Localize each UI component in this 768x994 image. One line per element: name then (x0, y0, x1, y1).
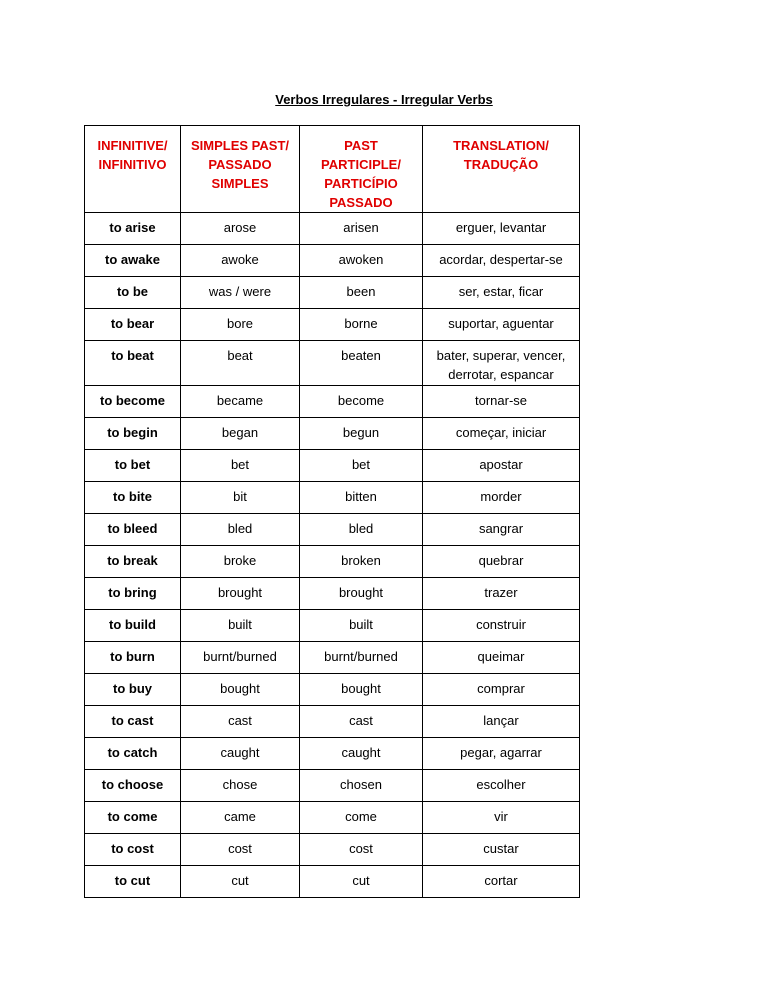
translation-cell (423, 341, 580, 386)
header-line: PAST (344, 138, 378, 153)
header-line: INFINITIVE/ (97, 138, 168, 153)
past-participle-cell: brought (300, 578, 423, 610)
simple-past-cell: bit (181, 482, 300, 514)
translation-cell (423, 546, 580, 578)
translation-cell (423, 866, 580, 898)
translation-cell (423, 770, 580, 802)
header-line: PARTICIPLE/ (321, 157, 401, 172)
simple-past-cell: built (181, 610, 300, 642)
past-participle-cell: awoken (300, 245, 423, 277)
translation-line: pegar, agarrar (460, 745, 542, 760)
table-row (85, 386, 580, 418)
simple-past-cell: cut (181, 866, 300, 898)
translation-cell (423, 674, 580, 706)
past-participle-cell: borne (300, 309, 423, 341)
simple-past-cell: was / were (181, 277, 300, 309)
infinitive-cell: to burn (85, 642, 181, 674)
simple-past-cell: cost (181, 834, 300, 866)
table-row (85, 866, 580, 898)
translation-line: derrotar, espancar (448, 367, 554, 382)
translation-line: tornar-se (474, 393, 528, 408)
table-row (85, 770, 580, 802)
infinitive-cell: to cast (85, 706, 181, 738)
header-line: PARTICÍPIO (324, 176, 398, 191)
translation-line: vir (494, 809, 508, 824)
header-line: PASSADO (329, 195, 393, 210)
past-participle-cell: cost (300, 834, 423, 866)
simple-past-cell: caught (181, 738, 300, 770)
infinitive-cell: to bite (85, 482, 181, 514)
simple-past-cell: awoke (181, 245, 300, 277)
translation-cell (423, 309, 580, 341)
simple-past-cell: bore (181, 309, 300, 341)
translation-line: suportar, aguentar (448, 316, 554, 331)
infinitive-cell: to bring (85, 578, 181, 610)
simple-past-cell: brought (181, 578, 300, 610)
past-participle-cell: arisen (300, 213, 423, 245)
past-participle-cell: built (300, 610, 423, 642)
table-row (85, 642, 580, 674)
translation-line: cortar (484, 873, 518, 888)
simple-past-cell: bet (181, 450, 300, 482)
header-translation (423, 126, 580, 213)
table-row (85, 341, 580, 386)
translation-line: construir (476, 617, 526, 632)
translation-cell (423, 386, 580, 418)
simple-past-cell: cast (181, 706, 300, 738)
translation-cell (423, 834, 580, 866)
simple-past-cell: came (181, 802, 300, 834)
translation-line: comprar (477, 681, 525, 696)
past-participle-cell: beaten (300, 341, 423, 386)
translation-line: ser, estar, ficar (458, 284, 544, 299)
translation-line: quebrar (478, 553, 524, 568)
past-participle-cell: chosen (300, 770, 423, 802)
table-row (85, 213, 580, 245)
table-row (85, 309, 580, 341)
table-row (85, 738, 580, 770)
table-row (85, 578, 580, 610)
infinitive-cell: to become (85, 386, 181, 418)
translation-cell (423, 610, 580, 642)
header-infinitive (85, 126, 181, 213)
translation-line: lançar (483, 713, 519, 728)
simple-past-cell: broke (181, 546, 300, 578)
header-line: TRADUÇÃO (463, 157, 539, 172)
translation-line: morder (480, 489, 522, 504)
table-header-row (85, 126, 580, 213)
translation-cell (423, 450, 580, 482)
past-participle-cell: broken (300, 546, 423, 578)
infinitive-cell: to beat (85, 341, 181, 386)
infinitive-cell: to catch (85, 738, 181, 770)
table-row (85, 546, 580, 578)
infinitive-cell: to begin (85, 418, 181, 450)
simple-past-cell: began (181, 418, 300, 450)
past-participle-cell: bet (300, 450, 423, 482)
translation-cell (423, 418, 580, 450)
translation-cell (423, 514, 580, 546)
translation-line: custar (483, 841, 519, 856)
table-row (85, 245, 580, 277)
translation-cell (423, 578, 580, 610)
table-row (85, 706, 580, 738)
page-title: Verbos Irregulares - Irregular Verbs (275, 92, 493, 107)
infinitive-cell: to buy (85, 674, 181, 706)
translation-line: trazer (484, 585, 518, 600)
simple-past-cell: arose (181, 213, 300, 245)
past-participle-cell: begun (300, 418, 423, 450)
translation-cell (423, 213, 580, 245)
irregular-verbs-table (84, 125, 580, 898)
past-participle-cell: bled (300, 514, 423, 546)
simple-past-cell: beat (181, 341, 300, 386)
translation-line: bater, superar, vencer, (436, 348, 566, 363)
simple-past-cell: bought (181, 674, 300, 706)
translation-line: apostar (479, 457, 523, 472)
header-line: SIMPLES (211, 176, 269, 191)
table-row (85, 418, 580, 450)
translation-cell (423, 706, 580, 738)
header-line: PASSADO (208, 157, 272, 172)
past-participle-cell: cut (300, 866, 423, 898)
translation-line: sangrar (478, 521, 524, 536)
infinitive-cell: to come (85, 802, 181, 834)
translation-line: erguer, levantar (455, 220, 547, 235)
past-participle-cell: bought (300, 674, 423, 706)
infinitive-cell: to choose (85, 770, 181, 802)
past-participle-cell: caught (300, 738, 423, 770)
infinitive-cell: to bet (85, 450, 181, 482)
simple-past-cell: burnt/burned (181, 642, 300, 674)
header-line: SIMPLES PAST/ (191, 138, 289, 153)
infinitive-cell: to awake (85, 245, 181, 277)
infinitive-cell: to bear (85, 309, 181, 341)
simple-past-cell: bled (181, 514, 300, 546)
table-row (85, 834, 580, 866)
translation-line: escolher (476, 777, 526, 792)
simple-past-cell: chose (181, 770, 300, 802)
translation-cell (423, 245, 580, 277)
translation-cell (423, 802, 580, 834)
table-row (85, 674, 580, 706)
table-row (85, 450, 580, 482)
table-row (85, 482, 580, 514)
past-participle-cell: cast (300, 706, 423, 738)
infinitive-cell: to break (85, 546, 181, 578)
translation-line: começar, iniciar (455, 425, 547, 440)
table-row (85, 514, 580, 546)
past-participle-cell: bitten (300, 482, 423, 514)
past-participle-cell: come (300, 802, 423, 834)
header-simple-past (181, 126, 300, 213)
table-row (85, 277, 580, 309)
translation-cell (423, 277, 580, 309)
infinitive-cell: to cut (85, 866, 181, 898)
header-past-participle (300, 126, 423, 213)
past-participle-cell: burnt/burned (300, 642, 423, 674)
translation-cell (423, 642, 580, 674)
translation-cell (423, 482, 580, 514)
infinitive-cell: to be (85, 277, 181, 309)
translation-cell (423, 738, 580, 770)
infinitive-cell: to bleed (85, 514, 181, 546)
translation-line: acordar, despertar-se (439, 252, 563, 267)
table-row (85, 610, 580, 642)
infinitive-cell: to arise (85, 213, 181, 245)
table-row (85, 802, 580, 834)
verb-rows (85, 213, 580, 898)
translation-line: queimar (477, 649, 525, 664)
past-participle-cell: become (300, 386, 423, 418)
simple-past-cell: became (181, 386, 300, 418)
past-participle-cell: been (300, 277, 423, 309)
infinitive-cell: to build (85, 610, 181, 642)
header-line: TRANSLATION/ (453, 138, 549, 153)
header-line: INFINITIVO (98, 157, 167, 172)
infinitive-cell: to cost (85, 834, 181, 866)
